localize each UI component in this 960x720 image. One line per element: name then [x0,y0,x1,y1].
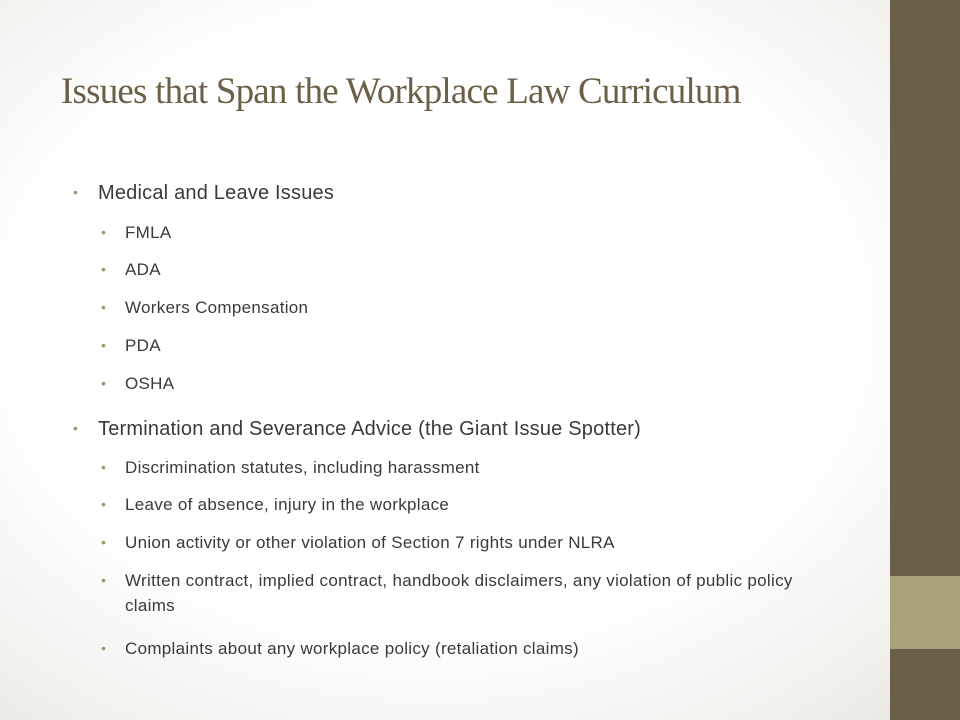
sub-bullet-complaints [101,636,825,661]
sub-bullet-ada [101,257,825,282]
sub-bullet-text: OSHA [125,374,175,393]
sub-bullet-workers-comp [101,295,825,320]
sub-bullet-text: Discrimination statutes, including harassment [125,458,480,477]
sub-bullet-text: Complaints about any workplace policy (retaliation claims) [125,639,579,658]
sub-bullet-text: ADA [125,260,161,279]
bullet-dot-icon: • [73,184,79,200]
decorative-side-bar [890,0,960,720]
bullet-dot-icon: • [101,572,107,588]
bullet-dot-icon: • [101,459,107,475]
sub-bullet-leave-injury [101,492,825,517]
sub-bullet-fmla [101,220,825,245]
sub-bullet-text: Union activity or other violation of Section 7 rights under NLRA [125,533,615,552]
bullet-dot-icon: • [101,534,107,550]
side-bar-accent-block [890,576,960,649]
sub-bullet-osha [101,371,825,396]
bullet-termination-severance [73,417,641,441]
bullet-dot-icon: • [73,420,79,436]
bullet-text: Medical and Leave Issues [98,182,335,204]
bullet-dot-icon: • [101,337,107,353]
slide-title: Issues that Span the Workplace Law Curriculum [61,71,741,112]
sub-bullet-pda [101,333,825,358]
bullet-dot-icon: • [101,224,107,240]
sub-bullet-text: Written contract, implied contract, handbook disclaimers, any violation of public policy claims [125,571,793,615]
sub-bullet-text: Workers Compensation [125,298,309,317]
bullet-dot-icon: • [101,375,107,391]
bullet-dot-icon: • [101,299,107,315]
bullet-medical-leave [73,181,335,205]
bullet-dot-icon: • [101,261,107,277]
sub-bullet-discrimination [101,455,825,480]
sub-bullet-text: FMLA [125,223,172,242]
sub-bullet-union-activity [101,530,825,555]
bullet-text: Termination and Severance Advice (the Giant Issue Spotter) [98,418,641,440]
sub-bullet-text: Leave of absence, injury in the workplace [125,495,450,514]
bullet-dot-icon: • [101,496,107,512]
sub-bullet-written-contract [101,568,825,618]
sub-bullet-text: PDA [125,336,161,355]
bullet-dot-icon: • [101,640,107,656]
